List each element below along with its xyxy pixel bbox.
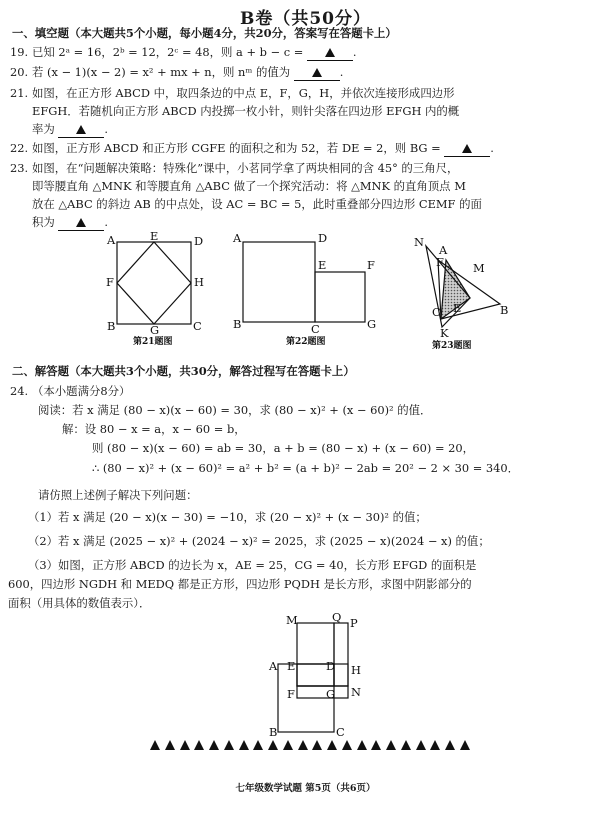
triangle-marker-icon (150, 740, 160, 750)
question-number: 20. (10, 65, 29, 79)
label-g: G (367, 317, 377, 331)
label-f: F (106, 275, 114, 289)
label-a: A (269, 659, 278, 673)
q24-solution-1: 解：设 80 − x = a，x − 60 = b， (62, 422, 246, 436)
figure-22 (243, 242, 365, 322)
question-19 (10, 44, 357, 61)
label-b: B (500, 303, 509, 317)
figure-21 (117, 242, 191, 324)
figure-22-labels (232, 232, 376, 336)
q24-solution-3: ∴ (80 − x)² + (x − 60)² = a² + b² = (a + b)² − 2ab = 20² − 2 × 30 = 340． (92, 461, 520, 475)
question-23-line3: 放在 △ABC 的斜边 AB 的中点处，设 AC = BC = 5，此时重叠部分四边形 CEMF 的面 (32, 197, 482, 211)
square-medq (297, 623, 334, 686)
triangle-marker-icon (460, 740, 470, 750)
triangle-marker-icon (312, 740, 322, 750)
q24-prompt: 请仿照上述例子解决下列问题： (38, 488, 198, 502)
label-a: A (439, 243, 448, 257)
question-end: . (352, 45, 357, 59)
label-a: A (233, 232, 242, 245)
label-e: E (318, 258, 327, 272)
question-23-line1 (10, 160, 458, 176)
end-of-page-marker-row (150, 740, 470, 750)
triangle-marker-icon (416, 740, 426, 750)
label-m: M (473, 261, 485, 275)
q24-reading: 阅读：若 x 满足 (80 − x)(x − 60) = 30，求 (80 − x)² + (x − 60)² 的值． (38, 403, 432, 417)
answer-blank (307, 44, 353, 61)
label-g: G (326, 687, 336, 701)
question-text: 如图，在正方形 ABCD 中，取四条边的中点 E，F，G，H，并依次连接形成四边形 (32, 86, 455, 100)
label-q: Q (332, 612, 342, 624)
question-text: 已知 2ᵃ = 16，2ᵇ = 12，2ᶜ = 48，则 a + b − c = (32, 45, 304, 59)
label-d: D (326, 659, 336, 673)
question-number: 24. (10, 384, 29, 398)
label-d: D (194, 234, 204, 248)
triangle-marker-icon (462, 144, 472, 153)
figure-24-labels (268, 612, 361, 737)
label-k: K (440, 326, 449, 340)
page-title: B卷（共50分） (239, 9, 372, 29)
label-b: B (107, 319, 116, 333)
triangle-marker-icon (357, 740, 367, 750)
label-c: C (193, 319, 202, 333)
question-end: . (490, 141, 494, 155)
answer-blank (444, 140, 490, 157)
question-text: 若 (x − 1)(x − 2) = x² + mx + n，则 nᵐ 的值为 (32, 65, 291, 79)
label-m: M (286, 613, 298, 627)
triangle-marker-icon (76, 125, 86, 134)
figure-21-caption: 第21题图 (133, 337, 173, 347)
question-text: 积为 (32, 215, 55, 229)
question-21-line2: EFGH．若随机向正方形 ABCD 内投掷一枚小针，则针尖落在四边形 EFGH 内的概 (32, 104, 460, 118)
triangle-marker-icon (224, 740, 234, 750)
question-21-line1 (10, 85, 455, 101)
q24-part-3-line1: （3）如图，正方形 ABCD 的边长为 x，AE = 25，CG = 40，长方形 EFGD 的面积是 (28, 558, 477, 572)
label-e: E (287, 659, 296, 673)
square-efgh (117, 242, 191, 324)
triangle-marker-icon (165, 740, 175, 750)
square-cgfe (315, 272, 365, 322)
triangle-marker-icon (312, 68, 322, 77)
question-number: 23. (10, 161, 29, 175)
triangle-marker-icon (401, 740, 411, 750)
square-ngdh (297, 664, 348, 686)
question-score: （本小题满分8分） (32, 384, 131, 398)
triangle-marker-icon (371, 740, 381, 750)
triangle-marker-icon (253, 740, 263, 750)
question-end: . (104, 215, 109, 229)
label-f: F (287, 687, 295, 701)
label-f: F (436, 255, 444, 269)
q24-part-1: （1）若 x 满足 (20 − x)(x − 30) = −10，求 (20 − x)² + (x − 30)² 的值； (28, 510, 427, 524)
label-d: D (318, 232, 328, 245)
triangle-marker-icon (209, 740, 219, 750)
label-b: B (233, 317, 242, 331)
q24-solution-2: 则 (80 − x)(x − 60) = ab = 30，a + b = (80 − x) + (x − 60) = 20， (92, 441, 475, 455)
triangle-marker-icon (180, 740, 190, 750)
question-end: . (104, 122, 109, 136)
label-e: E (453, 301, 462, 315)
triangle-marker-icon (325, 48, 335, 57)
triangle-marker-icon (298, 740, 308, 750)
q24-part-3-line3: 面积（用具体的数值表示）． (8, 596, 151, 610)
answer-blank (58, 214, 104, 231)
question-22 (10, 140, 494, 157)
label-c: C (432, 305, 441, 319)
label-a: A (107, 233, 116, 247)
triangle-marker-icon (342, 740, 352, 750)
shaded-region (297, 686, 348, 698)
question-21-line3 (32, 121, 108, 138)
section2-heading: 二、解答题（本大题共3个小题，共30分，解答过程写在答题卡上） (12, 364, 355, 378)
question-number: 19. (10, 45, 29, 59)
label-c: C (311, 322, 320, 336)
q24-part-2: （2）若 x 满足 (2025 − x)² + (2024 − x)² = 2025，求 (2025 − x)(2024 − x) 的值； (28, 534, 490, 548)
figure-24-shapes (278, 623, 348, 732)
triangle-marker-icon (283, 740, 293, 750)
figure-24 (0, 612, 611, 737)
answer-blank (58, 121, 104, 138)
question-24-header (10, 383, 130, 399)
triangle-marker-icon (430, 740, 440, 750)
label-n: N (351, 685, 361, 699)
triangle-marker-icon (194, 740, 204, 750)
label-h: H (194, 275, 204, 289)
label-f: F (367, 258, 375, 272)
figure-23-caption: 第23题图 (432, 341, 472, 351)
label-c: C (336, 725, 345, 737)
question-end: . (339, 65, 344, 79)
rect-pqdh (334, 623, 348, 686)
triangle-marker-icon (76, 218, 86, 227)
label-p: P (350, 616, 358, 630)
figure-22-caption: 第22题图 (286, 337, 326, 347)
square-abcd (117, 242, 191, 324)
question-23-line4 (32, 214, 108, 231)
label-n: N (414, 235, 424, 249)
question-text: 率为 (32, 122, 55, 136)
page-footer: 七年级数学试题 第5页（共6页） (235, 783, 376, 794)
question-number: 22. (10, 141, 29, 155)
triangle-marker-icon (445, 740, 455, 750)
label-b: B (269, 725, 278, 737)
question-20 (10, 64, 343, 81)
section1-heading: 一、填空题（本大题共5个小题，每小题4分，共20分，答案写在答题卡上） (12, 26, 397, 40)
question-23-line2: 即等腰直角 △MNK 和等腰直角 △ABC 做了一个探究活动：将 △MNK 的直角顶点 M (32, 179, 466, 193)
label-h: H (351, 663, 361, 677)
question-number: 21. (10, 86, 29, 100)
triangle-marker-icon (386, 740, 396, 750)
q24-part-3-line2: 600，四边形 NGDH 和 MEDQ 都是正方形，四边形 PQDH 是长方形，求图中阴影部分的 (8, 577, 472, 591)
triangle-marker-icon (327, 740, 337, 750)
question-text: 如图，在“问题解决策略：特殊化”课中，小茗同学拿了两块相同的含 45° 的三角尺， (32, 161, 459, 175)
triangle-marker-icon (268, 740, 278, 750)
triangle-marker-icon (239, 740, 249, 750)
label-e: E (150, 232, 159, 243)
label-g: G (150, 323, 160, 337)
figures-row (0, 232, 611, 352)
question-text: 如图，正方形 ABCD 和正方形 CGFE 的面积之和为 52，若 DE = 2，则 BG = (32, 141, 441, 155)
answer-blank (294, 64, 340, 81)
square-abcd (243, 242, 315, 322)
